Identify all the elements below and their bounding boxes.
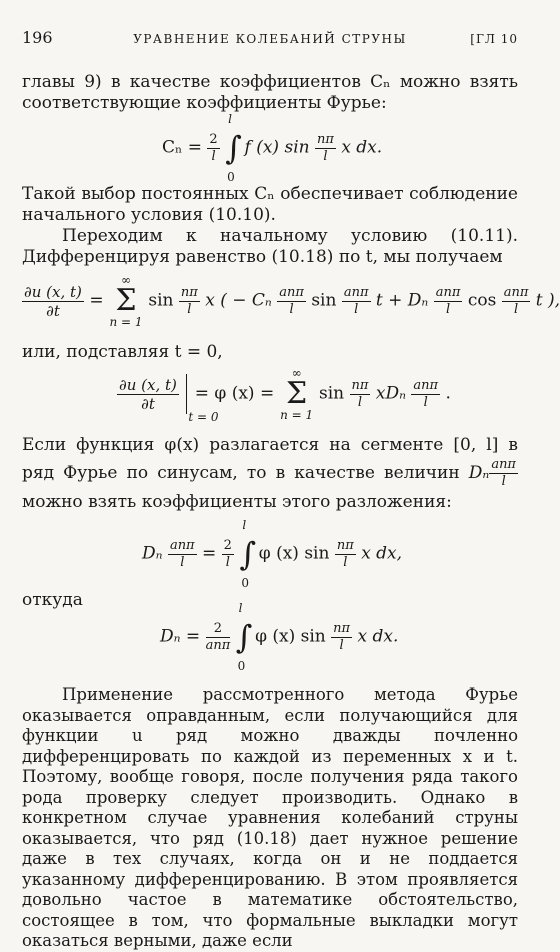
sum-sign: ∞ Σ n = 1 [109, 273, 143, 329]
paragraph-4: или, подставляя t = 0, [22, 342, 223, 362]
paragraph-2: Такой выбор постоянных Cₙ обеспечивает соблюдение начального условия (10.10). [22, 184, 518, 225]
equation-initial [22, 363, 518, 433]
paragraph-5-tail: можно взять коэффициенты этого разложения: [22, 492, 452, 512]
eq4-equals: = [202, 543, 217, 564]
page-header [22, 28, 518, 52]
eq2-equals: = [89, 290, 104, 311]
eq4-f0: $\frac{\text{anπ}}{l}$ [169, 537, 195, 570]
paragraph-5 [22, 433, 518, 514]
inline-dn-frac: $\frac{\text{anπ}}{l}$ [491, 457, 516, 489]
eq2-t6: t ), [535, 290, 560, 311]
eq3-mid: = φ (x) = [194, 383, 275, 404]
eq3-t3: . [445, 383, 451, 404]
chapter-label: [ГЛ 10 [470, 32, 518, 46]
paragraph-5-text: Если функция φ(x) разлагается на сегменте [0, l] в ряд Фурье по синусам, то в качестве величин [22, 435, 518, 483]
eq2-t4: t + Dₙ [375, 290, 429, 311]
eq1-tail: x dx. [341, 137, 383, 158]
page-number: 196 [22, 28, 53, 47]
eq1-lhs: Cₙ = [162, 137, 203, 158]
eq5-tail: x dx. [357, 626, 399, 647]
eq2-f5: $\frac{\text{anπ}}{l}$ [503, 284, 529, 317]
eq3-lhs: $\frac{\partial u (x, t)}{\partial t}$ [119, 375, 177, 413]
eq4-body: φ (x) sin [258, 543, 330, 564]
integral-sign: l ∫ 0 [225, 112, 242, 184]
equation-dn-coef [22, 514, 518, 590]
eq5-body: φ (x) sin [255, 626, 326, 647]
paragraph-7: Применение рассмотренного метода Фурье оказывается оправданным, если получающийся для функции u ряд можно дважды почленно дифференцировать по каждой из переменных x и t. Поэтому, вообще говоря, после получения ряда такого рода проверку следует производить. Однако в конкретном случае уравнения колебаний струны оказывается, что ряд (10.18) дает нужное решение даже в тех случаях, когда он и не поддается указанному дифференцированию. В этом проявляется довольно частое в математике обстоятельство, состоящее в том, что формальные выкладки могут оказаться верными, даже если [22, 685, 518, 950]
paragraph-1: главы 9) в качестве коэффициентов Cₙ можно взять соответствующие коэффициенты Фурье: [22, 72, 518, 113]
eq2-f4: $\frac{\text{anπ}}{l}$ [435, 284, 461, 317]
eq5-coef: $\frac{2}{\text{anπ}}$ [205, 620, 231, 653]
eq3-f2: $\frac{\text{anπ}}{l}$ [413, 377, 439, 410]
running-title: УРАВНЕНИЕ КОЛЕБАНИЙ СТРУНЫ [133, 32, 407, 46]
eq1-coef: $\frac{2}{l}$ [209, 131, 218, 164]
eq4-lhs: Dₙ [142, 543, 163, 564]
eq1-frac: $\frac{n\pi}{l}$ [316, 131, 334, 164]
book-page [22, 28, 560, 952]
eq3-f1: $\frac{n\pi}{l}$ [351, 377, 369, 410]
eq2-f3: $\frac{\text{anπ}}{l}$ [343, 284, 369, 317]
eq5-frac: $\frac{n\pi}{l}$ [333, 620, 351, 653]
eq2-t5: cos [467, 290, 497, 311]
equation-dn [22, 601, 518, 681]
eq4-frac: $\frac{n\pi}{l}$ [336, 537, 354, 570]
equation-cn [22, 114, 518, 184]
eq5-lhs: Dₙ = [160, 626, 201, 647]
integral-sign-2: l ∫ 0 [239, 518, 257, 590]
paragraph-6: откуда [22, 590, 83, 610]
eq2-lhs: $\frac{\partial u (x, t)}{\partial t}$ [24, 282, 82, 320]
eq2-t2: x ( − Cₙ [205, 290, 272, 311]
eq2-f2: $\frac{\text{anπ}}{l}$ [279, 284, 304, 317]
eq4-coef: $\frac{2}{l}$ [223, 537, 232, 570]
eq1-body: f (x) sin [244, 137, 310, 158]
eq4-tail: x dx, [361, 543, 403, 564]
eq3-t1: sin [319, 383, 345, 404]
eq3-t2: xDₙ [375, 383, 406, 404]
eq2-f1: $\frac{n\pi}{l}$ [180, 284, 198, 317]
integral-sign-3: l ∫ 0 [235, 601, 253, 673]
equation-du-dt [22, 268, 560, 342]
paragraph-3: Переходим к начальному условию (10.11). Дифференцируя равенство (10.18) по t, мы получаем [22, 226, 518, 267]
eq2-t3: sin [311, 290, 337, 311]
inline-dn: Dₙ [468, 463, 490, 483]
eq2-t1: sin [148, 290, 174, 311]
sum-sign-2: ∞ Σ n = 1 [280, 366, 314, 422]
eval-bar: t = 0 [186, 374, 187, 414]
